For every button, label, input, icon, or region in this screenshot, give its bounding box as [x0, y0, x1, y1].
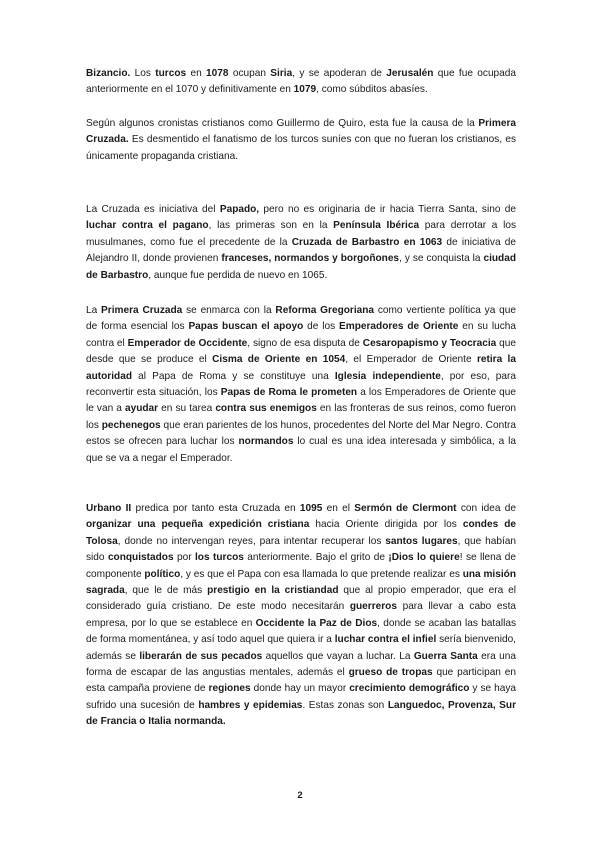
text-segment: La [86, 305, 102, 316]
text-segment: era una forma de escapar de las angustias mentales, además el [86, 650, 516, 679]
bold-text-segment: 1079 [293, 84, 317, 96]
text-segment: y se haya sufrido una sucesión de [86, 683, 516, 711]
text-segment: lo cual es una idea interesada y simbólica, a la que se va a negar el Emperador. [86, 436, 516, 464]
bold-text-segment: Urbano II [86, 503, 132, 514]
text-segment: que desde que se produce el [86, 337, 516, 366]
bold-text-segment: luchar contra el infiel [334, 634, 437, 646]
bold-text-segment: Guerra Santa [413, 650, 478, 662]
bold-text-segment: Cisma de Oriente en 1054 [212, 354, 346, 366]
text-segment: , que le de más [124, 585, 208, 597]
text-segment: al Papa de Roma y se constituye una [131, 370, 335, 382]
paragraph-bizancio [86, 66, 516, 99]
paragraph-primera-cruzada [86, 303, 516, 467]
text-segment: de los [303, 321, 339, 333]
page-number: 2 [297, 790, 303, 801]
text-segment: con idea de [456, 503, 517, 514]
bold-text-segment: una misión sagrada [86, 568, 516, 597]
text-segment: , donde se acaban las batallas de forma momentánea, y así todo aquel que quiera ir a [86, 617, 516, 646]
bold-text-segment: Jerusalén [386, 68, 434, 79]
text-segment: La Cruzada es iniciativa del [86, 204, 220, 215]
text-segment: , y es que el Papa con esa llamada lo que pretende realizar es [180, 568, 463, 580]
bold-text-segment: condes de Tolosa [86, 519, 517, 547]
text-segment: en su tarea [158, 403, 216, 415]
text-segment: , y se conquista la [399, 253, 484, 265]
text-segment: Según algunos cronistas cristianos como Guillermo de Quiro, esta fue la causa de la [86, 118, 479, 129]
text-segment: para llevar a cabo esta empresa, por lo que se establece en [86, 601, 516, 629]
bold-text-segment: los turcos [195, 552, 244, 564]
bold-text-segment: hambres y epidemias [198, 699, 303, 711]
bold-text-segment: Occidente la Paz de Dios [255, 617, 378, 629]
bold-text-segment: contra sus enemigos [215, 403, 317, 415]
bold-text-segment: conquistados [107, 552, 174, 564]
text-segment: aquellos que vayan a luchar. La [262, 650, 414, 662]
bold-text-segment: Reforma Gregoriana [275, 305, 375, 316]
bold-text-segment: crecimiento demográfico [349, 683, 470, 695]
text-segment: en el [322, 503, 355, 514]
text-segment: hacia Oriente dirigida por los [309, 519, 463, 531]
text-segment: predica por tanto esta Cruzada en [131, 503, 300, 514]
text-segment: que eran parientes de los hunos, procedentes del Norte del Mar Negro. Contra estos se ofrecen para luchar los [86, 419, 516, 448]
bold-text-segment: retira la autoridad [86, 354, 516, 382]
text-segment: que al propio emperador, que era el considerado guía cristiano. De este modo necesitarán [86, 585, 517, 613]
text-segment: , aunque fue perdida de nuevo en 1065. [148, 269, 328, 281]
bold-text-segment: Primera Cruzada [101, 305, 183, 316]
bold-text-segment: Iglesia independiente [334, 370, 441, 382]
text-segment: anteriormente. Bajo el grito de [243, 552, 389, 564]
bold-text-segment: normandos [238, 436, 294, 448]
bold-text-segment: ayudar [124, 403, 159, 415]
bold-text-segment: 1078 [206, 68, 229, 79]
bold-text-segment: Emperador de Occidente [127, 337, 248, 349]
paragraph-urbano-ii [86, 501, 516, 731]
bold-text-segment: Papas buscan el apoyo [188, 321, 304, 333]
bold-text-segment: Languedoc, Provenza, Sur de Francia o Italia normanda. [86, 699, 517, 728]
text-segment: para derrotar a los musulmanes, como fue el precedente de la [86, 220, 516, 248]
bold-text-segment: Papas de Roma le prometen [220, 387, 358, 399]
text-segment: . Estas zonas son [302, 699, 388, 711]
bold-text-segment: santos lugares [385, 535, 458, 547]
text-segment: , las primeras son en la [208, 220, 334, 232]
bold-text-segment: luchar contra el pagano [86, 220, 209, 232]
bold-text-segment: Península Ibérica [333, 220, 420, 232]
text-segment: , como súbditos abasíes. [316, 84, 428, 96]
text-segment: Los [130, 68, 156, 79]
bold-text-segment: ¡Dios lo quiere [388, 552, 460, 564]
text-segment: donde hay un mayor [250, 683, 350, 695]
text-segment: , que habían sido [86, 535, 516, 564]
bold-text-segment: guerreros [349, 601, 397, 613]
text-segment: en su lucha contra el [86, 321, 516, 349]
text-segment: sería bienvenido, además se [86, 634, 516, 662]
bold-text-segment: pechenegos [101, 419, 161, 431]
bold-text-segment: Bizancio. [86, 68, 131, 79]
text-segment: por [173, 552, 195, 564]
bold-text-segment: franceses, normandos y borgoñones [221, 253, 400, 265]
text-segment: , el Emperador de Oriente [345, 354, 477, 366]
bold-text-segment: prestigio en la cristiandad [207, 585, 339, 597]
text-segment: se enmarca con la [182, 305, 276, 316]
text-segment: , donde no intervengan reyes, para intentar recuperar los [117, 535, 386, 547]
text-segment: que fue ocupada anteriormente en el 1070 y definitivamente en [86, 68, 517, 96]
text-segment: Es desmentido el fanatismo de los turcos suníes con que no fueran los cristianos, es únicamente propaganda cristiana. [86, 134, 516, 162]
bold-text-segment: organizar una pequeña expedición cristiana [86, 519, 310, 531]
bold-text-segment: Emperadores de Oriente [339, 321, 459, 333]
text-segment: ! se llena de componente [86, 552, 516, 580]
bold-text-segment: Papado, [219, 204, 260, 215]
text-segment: , por eso, para reconvertir esta situación, los [86, 370, 516, 399]
text-segment: que participan en esta campaña proviene de [86, 667, 517, 695]
text-segment: ocupan [228, 68, 271, 79]
bold-text-segment: Siria [270, 68, 293, 79]
bold-text-segment: Cruzada de Barbastro en 1063 [291, 236, 443, 248]
paragraph-cruzada-iniciativa [86, 202, 516, 284]
bold-text-segment: Cesaropapismo y Teocracia [362, 337, 497, 349]
text-segment: pero no es originaria de ir hacia Tierra Santa, sino de [259, 204, 516, 215]
bold-text-segment: Primera Cruzada. [86, 118, 516, 146]
text-segment: de iniciativa de Alejandro II, donde provienen [86, 236, 517, 265]
text-segment: en [186, 68, 207, 79]
bold-text-segment: grueso de tropas [348, 667, 433, 679]
bold-text-segment: regiones [208, 683, 251, 695]
bold-text-segment: 1095 [299, 503, 323, 514]
text-segment: , y se apoderan de [292, 68, 387, 79]
text-segment: en las fronteras de sus reinos, como fueron los [86, 403, 516, 431]
paragraph-cronistas [86, 116, 516, 165]
bold-text-segment: político [144, 568, 181, 580]
text-segment: a los Emperadores de Oriente que le van a [86, 387, 517, 415]
bold-text-segment: liberarán de sus pecados [139, 650, 263, 662]
bold-text-segment: Sermón de Clermont [354, 503, 457, 514]
bold-text-segment: turcos [155, 68, 187, 79]
text-segment: como vertiente política ya que de forma esencial los [86, 305, 516, 333]
text-segment: , signo de esa disputa de [247, 337, 363, 349]
bold-text-segment: ciudad de Barbastro [86, 253, 516, 281]
